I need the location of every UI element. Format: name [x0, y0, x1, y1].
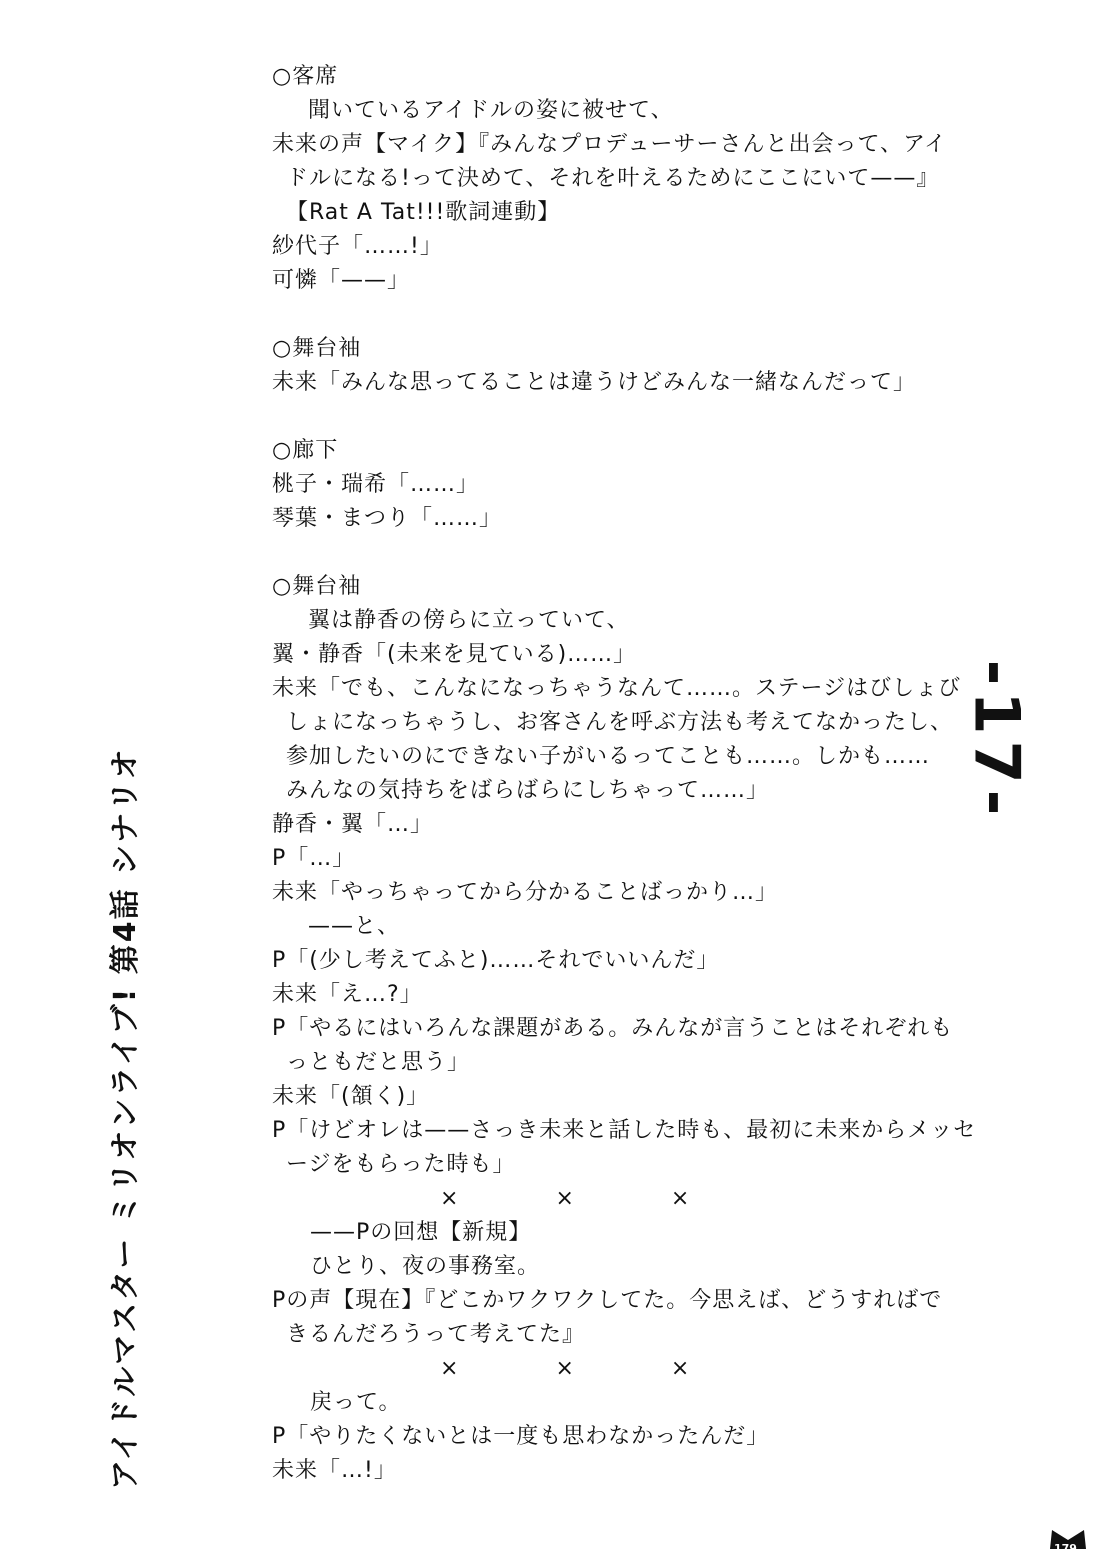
scene-heading: ○舞台袖: [272, 336, 362, 361]
cross-mark: ×: [440, 1186, 460, 1211]
blank-line: [272, 536, 892, 570]
continuation-line: 参加したいのにできない子がいるってことも……。しかも……: [286, 744, 931, 769]
dialogue-line: 未来の声【マイク】『みんなプロデューサーさんと出会って、アイ: [272, 132, 948, 157]
scene-heading: ○客席: [272, 64, 339, 89]
page-marker: [962, 640, 1032, 840]
dialogue-line: 桃子・瑞希「……」: [272, 472, 480, 497]
dialogue-line: P「けどオレは——さっき未来と話した時も、最初に未来からメッセ: [272, 1118, 977, 1143]
side-title: アイドルマスター ミリオンライブ! 第4話 シナリオ: [108, 747, 143, 1490]
dialogue-line: 未来「でも、こんなになっちゃうなんて……。ステージはびしょび: [272, 676, 962, 701]
scene-break-marks: [272, 1182, 892, 1216]
cross-mark: ×: [440, 1356, 460, 1381]
scene-heading: ○廊下: [272, 438, 339, 463]
cross-mark: ×: [670, 1186, 691, 1211]
insert-line: ひとり、夜の事務室。: [310, 1254, 541, 1279]
insert-line: ——Pの回想【新規】: [310, 1220, 532, 1245]
dialogue-line: 未来「(頷く)」: [272, 1084, 430, 1109]
action-line: ——と、: [308, 914, 401, 939]
cross-mark: ×: [555, 1356, 575, 1381]
dialogue-line: 未来「…!」: [272, 1458, 397, 1483]
continuation-line: しょになっちゃうし、お客さんを呼ぶ方法も考えてなかったし、: [286, 710, 954, 735]
page-marker-text: -17-: [960, 659, 1034, 821]
cross-mark: ×: [555, 1186, 575, 1211]
continuation-line: ージをもらった時も」: [286, 1152, 516, 1177]
dialogue-line: P「…」: [272, 846, 356, 871]
dialogue-line: P「(少し考えてふと)……それでいいんだ」: [272, 948, 720, 973]
dialogue-line: 未来「みんな思ってることは違うけどみんな一緒なんだって」: [272, 370, 917, 395]
dialogue-line: Pの声【現在】『どこかワクワクしてた。今思えば、どうすればで: [272, 1288, 943, 1313]
blank-line: [272, 298, 892, 332]
dialogue-line: 紗代子「……!」: [272, 234, 443, 259]
dialogue-line: P「やるにはいろんな課題がある。みんなが言うことはそれぞれも: [272, 1016, 954, 1041]
blank-line: [272, 400, 892, 434]
continuation-line: っともだと思う」: [286, 1050, 471, 1075]
dialogue-line: 琴葉・まつり「……」: [272, 506, 503, 531]
dialogue-line: 可憐「——」: [272, 268, 411, 293]
scene-break-marks: [272, 1352, 892, 1386]
action-line: 聞いているアイドルの姿に被せて、: [308, 98, 674, 123]
cross-mark: ×: [670, 1356, 691, 1381]
page-number: 179: [1054, 1542, 1077, 1555]
continuation-line: きるんだろうって考えてた』: [286, 1322, 586, 1347]
continuation-line: 【Rat A Tat!!!歌詞連動】: [286, 200, 561, 225]
continuation-line: ドルになる!って決めて、それを叶えるためにここにいて——』: [286, 166, 940, 191]
dialogue-line: 未来「やっちゃってから分かることばっかり…」: [272, 880, 779, 905]
script-body: [272, 60, 977, 1488]
dialogue-line: P「やりたくないとは一度も思わなかったんだ」: [272, 1424, 770, 1449]
continuation-line: みんなの気持ちをばらばらにしちゃって……」: [286, 778, 770, 803]
dialogue-line: 未来「え…?」: [272, 982, 423, 1007]
action-line: 翼は静香の傍らに立っていて、: [308, 608, 630, 633]
dialogue-line: 静香・翼「…」: [272, 812, 434, 837]
scene-heading: ○舞台袖: [272, 574, 362, 599]
insert-line: 戻って。: [310, 1390, 402, 1415]
dialogue-line: 翼・静香「(未来を見ている)……」: [272, 642, 637, 667]
